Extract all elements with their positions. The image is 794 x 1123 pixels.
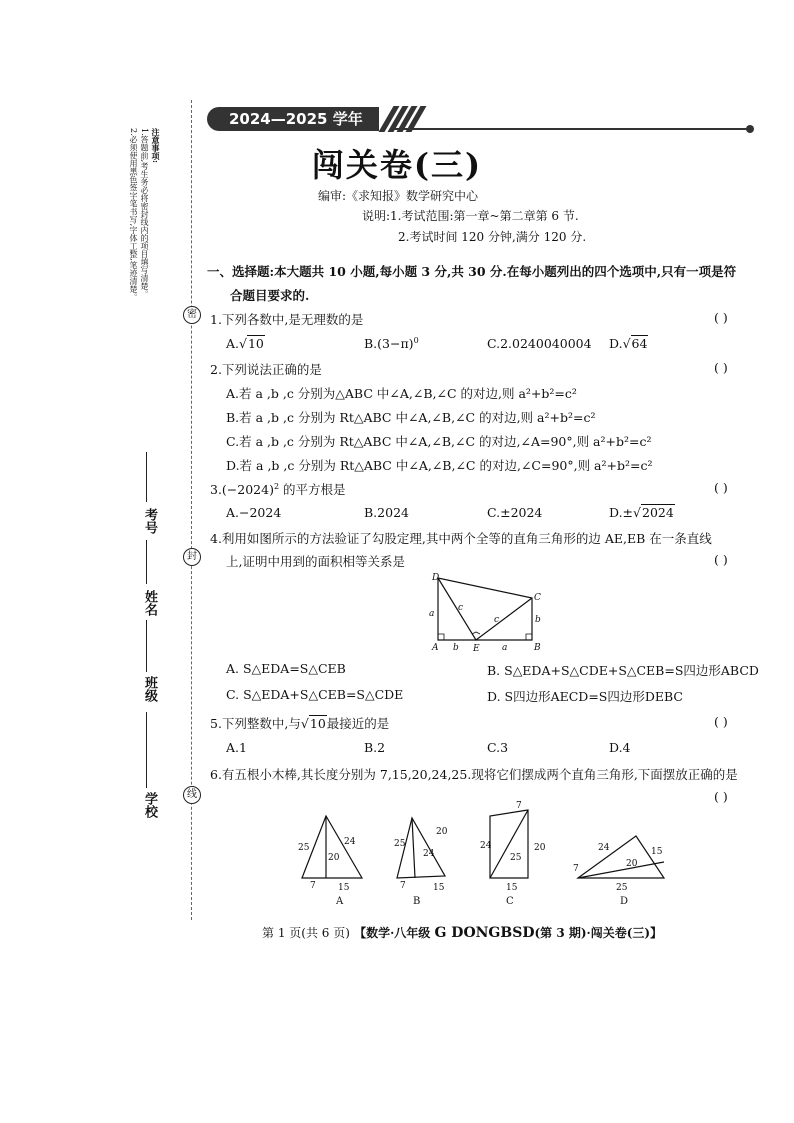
q6-figC-label-5: 15 [506,883,518,893]
q4-stem-line2: 上,证明中用到的面积相等关系是 [226,554,405,569]
q4-right-angle-e [472,632,480,634]
q2-option-b: B.若 a ,b ,c 分别为 Rt△ABC 中∠A,∠B,∠C 的对边,则 a²+b²=c² [226,410,596,425]
q4-side-c-right: c [494,615,500,625]
q3-d-letter: D.± [609,505,634,520]
q3-answer-paren: ( ) [714,480,728,495]
q6-figC-caption: C [506,896,514,907]
exam-no-line [146,452,147,502]
q6-figD-label-5: 25 [616,883,628,893]
q2-stem: 2.下列说法正确的是 [210,362,322,377]
q6-figA-label-4: 7 [310,881,316,891]
q6-figC-label-4: 20 [534,843,546,853]
q6-figA-label-5: 15 [338,883,350,893]
q6-figB-label-1: 25 [394,839,406,849]
q6-figC-label-3: 25 [510,853,522,863]
seal-feng: 封 [183,548,201,566]
q5-option-b: B.2 [364,740,386,755]
section-heading-line1: 一、选择题:本大题共 10 小题,每小题 3 分,共 30 分.在每小题列出的四个选项中,只有一项是符 [207,264,737,279]
q4-side-a-bottom: a [502,643,508,653]
q6-figB-label-4: 7 [400,881,406,891]
q4-label-B: B [534,643,541,653]
q6-answer-paren: ( ) [714,789,728,804]
class-line [146,620,147,672]
q1-option-d: D.√64 [609,336,648,351]
footer-subject: 【数学·八年级 [354,926,431,940]
q6-figA-label-3: 20 [328,853,340,863]
q6-figD-outline [578,836,664,878]
q4-option-a: A. S△EDA=S△CEB [226,661,346,676]
q2-answer-paren: ( ) [714,360,728,375]
q4-right-angle-b [526,634,532,640]
q6-figD-caption: D [620,896,629,907]
q1-d-letter: D. [609,336,623,351]
q6-figB-label-3: 24 [423,849,435,859]
q6-figB-label-2: 20 [436,827,448,837]
seal-mi: 密 [183,306,201,324]
q5-stem: 5.下列整数中,与√10最接近的是 [210,716,390,731]
q5-stem-post: 最接近的是 [326,716,390,731]
q1-option-a: A.√10 [226,336,264,351]
class-label: 班级 [142,676,157,702]
instruction-1: 说明:1.考试范围:第一章~第二章第 6 节. [362,209,579,223]
q1-d-radicand: 64 [631,336,648,351]
q3-option-d: D.±√2024 [609,505,674,520]
q1-b-text: B.(3−π) [364,336,414,352]
footer-issue: (第 3 期)·闯关卷(三)】 [534,926,663,940]
q1-option-c: C.2.0240040004 [487,336,592,351]
instruction-2: 2.考试时间 120 分钟,满分 120 分. [398,230,587,244]
q4-figure [420,570,560,654]
q1-option-b [364,336,419,351]
section-heading-line2: 合题目要求的. [230,288,310,303]
q3-stem-rest: 的平方根是 [279,482,346,497]
q5-answer-paren: ( ) [714,714,728,729]
notes-item-2: 2.必须使用黑色签字笔书写,字体工整,笔迹清楚。 [129,128,138,301]
seal-xian: 线 [183,786,201,804]
name-label: 姓名 [142,590,157,616]
q3-stem-exponent: 2 [273,481,280,491]
q2-option-d: D.若 a ,b ,c 分别为 Rt△ABC 中∠A,∠B,∠C 的对边,∠C=90°,则 a²+b²=c² [226,458,653,473]
q6-figA-label-1: 25 [298,843,310,853]
q1-b-exponent: 0 [413,336,419,345]
page-footer [262,924,662,941]
q6-figD-label-1: 24 [598,843,610,853]
editor-line: 编审:《求知报》数学研究中心 [318,189,479,203]
q4-label-E: E [473,644,480,654]
q3-d-radicand: 2024 [642,505,674,520]
exam-no-label: 考号 [142,508,157,534]
q3-stem-base: 3.(−2024) [210,482,274,497]
q6-figD-inner [578,862,664,878]
school-line [146,712,147,788]
name-line [146,540,147,584]
notes-title: 注意事项: [151,128,161,163]
q6-figC-label-1: 7 [516,801,522,811]
year-banner: 2024—2025 学年 [207,107,379,131]
q4-inner-triangle [438,578,532,640]
q2-option-a: A.若 a ,b ,c 分别为△ABC 中∠A,∠B,∠C 的对边,则 a²+b²=c² [226,386,577,401]
q4-label-D: D [432,573,440,583]
q6-figD-label-3: 20 [626,859,638,869]
q6-figA-outline [302,816,362,878]
q5-option-c: C.3 [487,740,509,755]
q6-figB-altitude [412,818,415,878]
q4-stem-line1: 4.利用如图所示的方法验证了勾股定理,其中两个全等的直角三角形的边 AE,EB 在一条直线 [210,531,712,546]
footer-page: 第 1 页(共 6 页) [262,926,350,940]
q6-figB-caption: B [413,896,421,907]
q4-side-a-left: a [429,609,435,619]
q6-figA-caption: A [336,896,344,907]
q4-right-angle-a [438,634,444,640]
q4-option-c: C. S△EDA+S△CEB=S△CDE [226,687,404,702]
q6-figA-label-2: 24 [344,837,356,847]
q4-side-b-bottom: b [453,643,459,653]
page-title: 闯关卷(三) [311,146,483,184]
q2-option-c: C.若 a ,b ,c 分别为 Rt△ABC 中∠A,∠B,∠C 的对边,∠A=90°,则 a²+b²=c² [226,434,652,449]
q4-answer-paren: ( ) [714,552,728,567]
banner-rule [390,128,752,130]
q1-a-radicand: 10 [247,336,264,351]
q4-option-d: D. S四边形AECD=S四边形DEBC [487,689,683,704]
q6-figD-label-4: 7 [573,864,579,874]
q4-label-A: A [432,643,439,653]
q3-option-a: A.−2024 [226,505,282,520]
q4-side-b-right: b [535,615,541,625]
q1-a-letter: A. [226,336,240,351]
q6-figB-label-5: 15 [433,883,445,893]
q3-option-b: B.2024 [364,505,409,520]
footer-code: G DONGBSD [434,925,535,941]
q4-side-c-left: c [458,603,464,613]
q6-figures [290,798,680,910]
q6-figC-diagonal [490,810,528,878]
q6-figD-label-2: 15 [651,847,663,857]
q6-stem: 6.有五根小木棒,其长度分别为 7,15,20,24,25.现将它们摆成两个直角三角形,下面摆放正确的是 [210,767,738,782]
q5-option-a: A.1 [226,740,247,755]
q5-stem-pre: 5.下列整数中,与 [210,716,301,731]
q3-option-c: C.±2024 [487,505,543,520]
q3-stem [210,480,346,498]
school-label: 学校 [142,792,157,818]
q4-label-C: C [534,593,541,603]
q4-option-b: B. S△EDA+S△CDE+S△CEB=S四边形ABCD [487,663,759,678]
q1-stem: 1.下列各数中,是无理数的是 [210,312,364,327]
q6-figC-label-2: 24 [480,841,492,851]
notes-item-1: 1.答题前,考生务必将密封线内的项目填写清楚。 [140,128,149,299]
q5-stem-radicand: 10 [309,716,326,731]
q1-answer-paren: ( ) [714,310,728,325]
banner-dot [746,125,754,133]
q5-option-d: D.4 [609,740,631,755]
